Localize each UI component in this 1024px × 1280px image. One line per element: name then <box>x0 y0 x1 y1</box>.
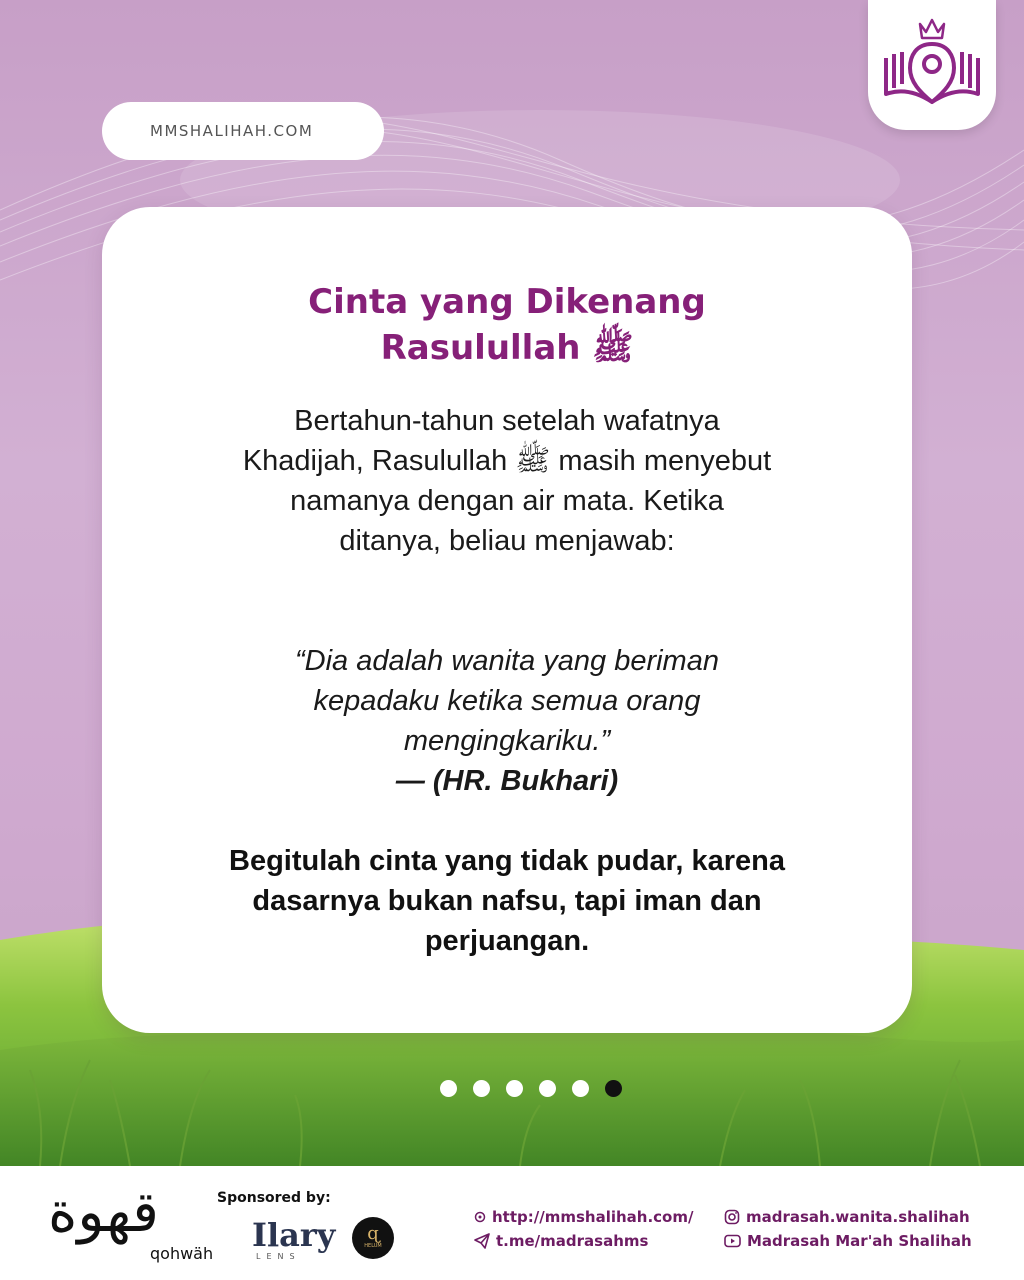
youtube-icon <box>724 1234 741 1248</box>
website-label-pill <box>102 102 384 160</box>
title-line-2: Rasulullah ﷺ <box>380 328 634 368</box>
hadith-source: — (HR. Bukhari) <box>395 765 619 797</box>
story-paragraph: Bertahun-tahun setelah wafatnya Khadijah, Rasulullah ﷺ masih menyebut namanya dengan air mata. Ketika ditanya, beliau menjawab: <box>242 405 772 557</box>
pagination-dot[interactable] <box>440 1080 457 1097</box>
instagram-handle: madrasah.wanita.shalihah <box>746 1208 970 1226</box>
card-title <box>102 279 912 371</box>
pagination-dot[interactable] <box>539 1080 556 1097</box>
website-url: http://mmshalihah.com/ <box>492 1208 694 1226</box>
globe-icon <box>474 1211 486 1223</box>
telegram-icon <box>474 1233 490 1249</box>
instagram-link[interactable] <box>724 1208 970 1226</box>
pagination-dot-active[interactable] <box>605 1080 622 1097</box>
madrasah-logo-icon <box>880 10 984 114</box>
helum-badge-text: HELUM <box>364 1243 382 1249</box>
instagram-icon <box>724 1209 740 1225</box>
title-line-1: Cinta yang Dikenang <box>308 282 706 322</box>
youtube-channel: Madrasah Mar'ah Shalihah <box>747 1232 972 1250</box>
qohwah-logo-latin: qohwäh <box>150 1244 214 1263</box>
content-card <box>102 207 912 1033</box>
telegram-link[interactable] <box>474 1232 648 1250</box>
helum-badge-logo <box>352 1217 394 1259</box>
telegram-handle: t.me/madrasahms <box>496 1232 649 1250</box>
sponsored-by-label: Sponsored by: <box>217 1190 331 1206</box>
pagination-dot[interactable] <box>473 1080 490 1097</box>
brand-logo-tab <box>868 0 996 130</box>
carousel-pagination <box>440 1080 622 1098</box>
ilary-lens-subtitle: LENS <box>256 1252 301 1261</box>
closing-statement: Begitulah cinta yang tidak pudar, karena dasarnya bukan nafsu, tapi iman dan perjuangan. <box>229 845 785 957</box>
website-link[interactable] <box>474 1208 693 1226</box>
site-label: MMSHALIHAH.COM <box>150 122 314 140</box>
helum-badge-glyph: ɋ <box>367 1223 379 1244</box>
pagination-dot[interactable] <box>572 1080 589 1097</box>
youtube-link[interactable] <box>724 1232 972 1250</box>
pagination-dot[interactable] <box>506 1080 523 1097</box>
ilary-logo: Ilary <box>252 1216 336 1254</box>
qohwah-logo-arabic: قهوة <box>48 1180 159 1245</box>
hadith-quote: “Dia adalah wanita yang beriman kepadaku ketika semua orang mengingkariku.” <box>295 645 719 757</box>
